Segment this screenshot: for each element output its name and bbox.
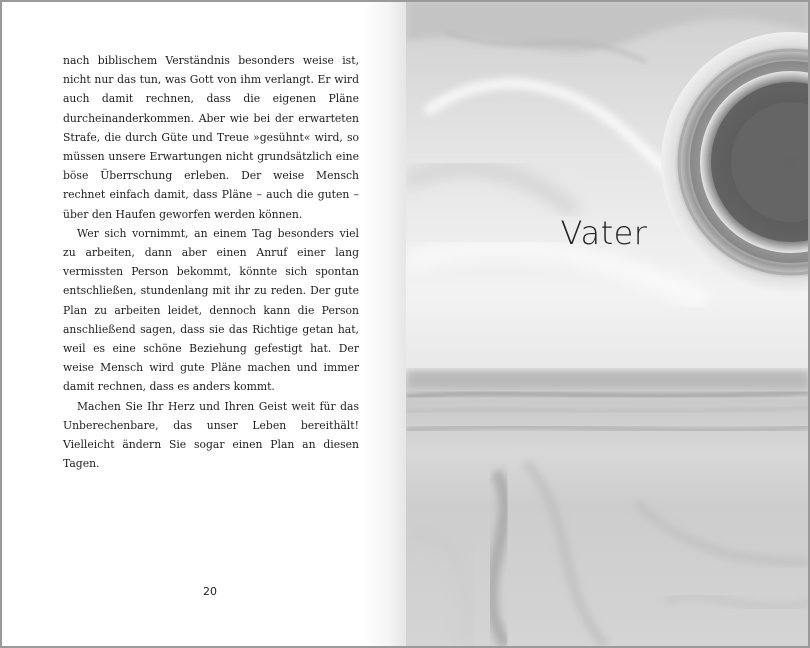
gutter-shadow — [362, 2, 406, 646]
left-page — [2, 2, 406, 646]
chapter-title — [406, 214, 810, 252]
chapter-title-text: Vater — [560, 214, 648, 252]
right-page — [406, 2, 810, 646]
marble-background-image — [406, 2, 810, 646]
page-number: 20 — [203, 585, 217, 598]
paragraph-2: Wer sich vornimmt, an einem Tag besonders viel zu arbeiten, dann aber einen Anruf einer lang vermissten Person bekommt, könnte sich spontan entschließen, stundenlang mit ihr zu reden. Der gute Plan zu arbeiten leidet, dennoch kann die Person anschließend sagen, dass sie das Richtige getan hat, weil es eine schöne Beziehung gefestigt hat. Der weise Mensch wird gute Pläne machen und immer damit rechnen, dass es anders kommt. — [63, 226, 359, 394]
paragraph-3: Machen Sie Ihr Herz und Ihren Geist weit für das Unberechenbare, das unser Leben bereithält! Vielleicht ändern Sie sogar einen Plan an diesen Tagen. — [63, 399, 359, 471]
paragraph-1: nach biblischem Verständnis besonders weise ist, nicht nur das tun, was Gott von ihm verlangt. Er wird auch damit rechnen, dass die eigenen Pläne durcheinanderkommen. Aber wie bei der erwarteten Strafe, die durch Güte und Treue »gesühnt« wird, so müssen unsere Erwartungen nicht grundsätzlich eine böse Überrschung erleben. Der weise Mensch rechnet einfach damit, dass Pläne – auch die guten – über den Haufen geworfen werden können. — [63, 54, 359, 221]
body-text — [63, 51, 359, 473]
